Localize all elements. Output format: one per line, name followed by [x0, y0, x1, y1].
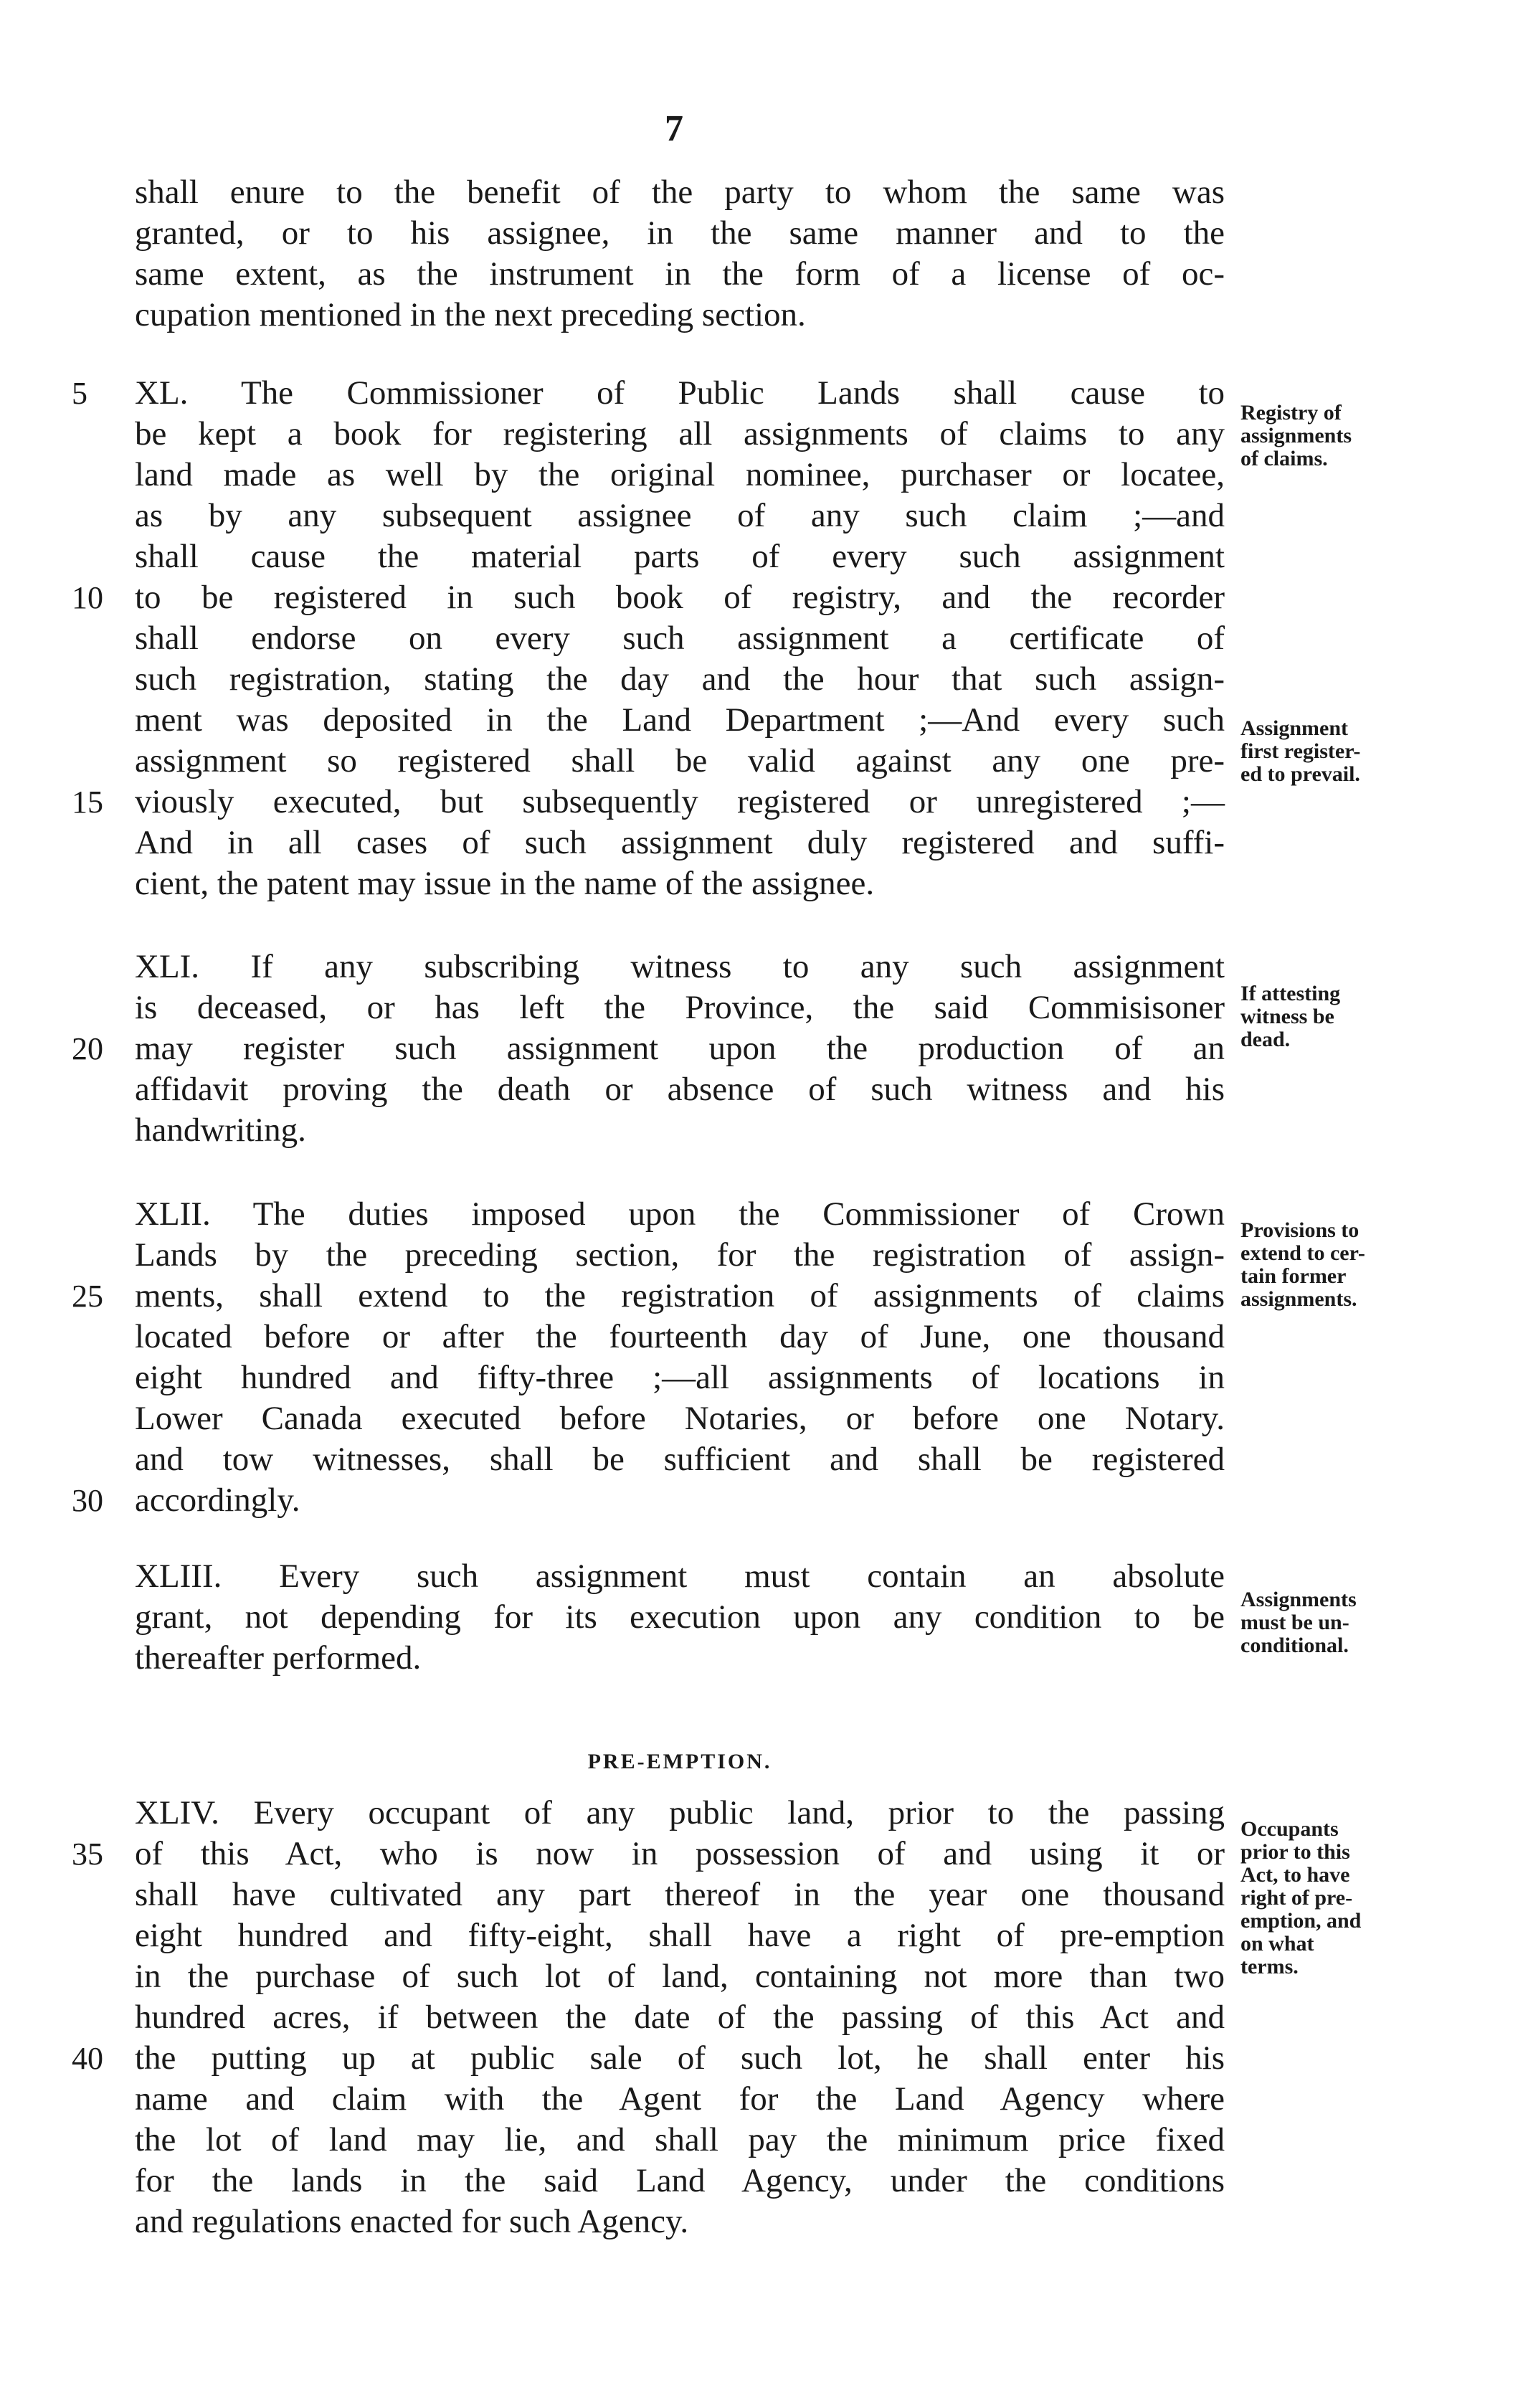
line-text: hundred acres, if between the date of the passing of this Act and [135, 1999, 1225, 2036]
line-text: land made as well by the original nominee, purchaser or locatee, [135, 456, 1225, 493]
text-line [135, 823, 1225, 863]
line-number: 40 [72, 2041, 103, 2076]
line-text: Lands by the preceding section, for the registration of assign- [135, 1236, 1225, 1274]
line-text: cient, the patent may issue in the name of the assignee. [135, 865, 875, 902]
paragraph [72, 947, 1225, 1151]
text-line [135, 2079, 1225, 2120]
text-line [135, 455, 1225, 496]
line-text: XLIII. Every such assignment must contain an absolute [135, 1558, 1225, 1595]
line-text: as by any subsequent assignee of any such claim ;—and [135, 497, 1225, 534]
line-text: and regulations enacted for such Agency. [135, 2203, 689, 2240]
margin-note-line: tain former [1240, 1264, 1347, 1288]
line-text: for the lands in the said Land Agency, under the conditions [135, 2162, 1225, 2199]
text-line [135, 1357, 1225, 1398]
line-text: cupation mentioned in the next preceding section. [135, 296, 806, 333]
margin-note-line: Occupants [1240, 1817, 1339, 1841]
text-line [135, 700, 1225, 741]
text-line [135, 1556, 1225, 1597]
line-text: assignment so registered shall be valid against any one pre- [135, 742, 1225, 779]
paragraph [72, 373, 1225, 904]
text-line [135, 1439, 1225, 1480]
text-line [135, 1874, 1225, 1915]
text-line [135, 1194, 1225, 1235]
line-text: is deceased, or has left the Province, the said Commisisoner [135, 989, 1225, 1026]
margin-note-line: on what [1240, 1932, 1314, 1956]
text-line [135, 741, 1225, 782]
margin-note-line: must be un- [1240, 1611, 1349, 1634]
margin-note-line: of claims. [1240, 447, 1328, 470]
margin-note-line: Assignment [1240, 716, 1349, 740]
margin-note-line: terms. [1240, 1955, 1299, 1978]
text-line [72, 2038, 1225, 2079]
text-line [72, 1480, 1225, 1521]
margin-note-line: ed to prevail. [1240, 762, 1360, 786]
line-number: 30 [72, 1483, 103, 1518]
line-text: eight hundred and fifty-three ;—all assignments of locations in [135, 1359, 1225, 1396]
line-text: the putting up at public sale of such lot, he shall enter his [135, 2039, 1225, 2077]
margin-note-line: conditional. [1240, 1634, 1349, 1657]
text-line [135, 172, 1225, 213]
margin-note-line: Registry of [1240, 401, 1342, 425]
margin-note [1240, 1588, 1456, 1657]
text-line [135, 1317, 1225, 1357]
margin-note-line: If attesting [1240, 982, 1341, 1005]
text-line [135, 414, 1225, 455]
line-text: affidavit proving the death or absence of such witness and his [135, 1071, 1225, 1108]
line-text: of this Act, who is now in possession of and using it or [135, 1835, 1225, 1872]
margin-note [1240, 982, 1456, 1051]
text-line [135, 947, 1225, 987]
text-line [135, 987, 1225, 1028]
margin-note-line: Assignments [1240, 1588, 1357, 1611]
text-line [135, 2201, 1225, 2242]
line-text: and tow witnesses, shall be sufficient and shall be registered [135, 1441, 1225, 1478]
margin-note-line: first register- [1240, 739, 1361, 763]
line-number: 25 [72, 1279, 103, 1314]
line-text: accordingly. [135, 1482, 300, 1519]
text-line [72, 1834, 1225, 1874]
line-text: name and claim with the Agent for the Land Agency where [135, 2080, 1225, 2118]
text-line [135, 2120, 1225, 2161]
line-text: may register such assignment upon the production of an [135, 1030, 1225, 1067]
line-text: viously executed, but subsequently registered or unregistered ;— [135, 783, 1225, 820]
text-line [135, 496, 1225, 536]
line-text: ment was deposited in the Land Department ;—And every such [135, 701, 1225, 739]
line-number: 5 [72, 376, 87, 411]
margin-note-line: assignments. [1240, 1287, 1357, 1311]
line-text: shall endorse on every such assignment a certificate of [135, 620, 1225, 657]
line-text: thereafter performed. [135, 1639, 422, 1677]
text-line [135, 1915, 1225, 1956]
margin-note-line: prior to this [1240, 1840, 1350, 1864]
line-text: to be registered in such book of registry, and the recorder [135, 579, 1225, 616]
text-line [135, 2161, 1225, 2201]
line-text: XLIV. Every occupant of any public land, prior to the passing [135, 1794, 1225, 1831]
margin-note-line: witness be [1240, 1005, 1334, 1028]
margin-note-line: emption, and [1240, 1909, 1362, 1933]
margin-note [1240, 1818, 1456, 1978]
line-text: Lower Canada executed before Notaries, or before one Notary. [135, 1400, 1225, 1437]
line-number: 15 [72, 785, 103, 820]
line-text: shall cause the material parts of every such assignment [135, 538, 1225, 575]
page-number: 7 [665, 108, 683, 149]
line-text: handwriting. [135, 1111, 306, 1149]
line-text: eight hundred and fifty-eight, shall have a right of pre-emption [135, 1917, 1225, 1954]
text-line [135, 1997, 1225, 2038]
line-text: ments, shall extend to the registration of assignments of claims [135, 1277, 1225, 1314]
margin-note [1240, 402, 1456, 470]
text-line [135, 213, 1225, 254]
line-text: such registration, stating the day and the hour that such assign- [135, 660, 1225, 698]
line-text: shall have cultivated any part thereof in the year one thousand [135, 1876, 1225, 1913]
text-line [135, 1398, 1225, 1439]
line-number: 10 [72, 580, 103, 615]
line-text: shall enure to the benefit of the party to whom the same was [135, 174, 1225, 211]
text-line [135, 1597, 1225, 1638]
line-text: the lot of land may lie, and shall pay the minimum price fixed [135, 2121, 1225, 2158]
margin-note [1240, 1219, 1456, 1311]
paragraph [72, 1793, 1225, 2242]
text-line [135, 1793, 1225, 1834]
line-text: be kept a book for registering all assignments of claims to any [135, 415, 1225, 452]
line-text: grant, not depending for its execution upon any condition to be [135, 1598, 1225, 1636]
section-heading: PRE-EMPTION. [587, 1750, 772, 1773]
paragraph [135, 1556, 1225, 1679]
line-number: 20 [72, 1031, 103, 1066]
text-line [135, 863, 1225, 904]
paragraph [135, 172, 1225, 336]
text-line [135, 295, 1225, 336]
line-number: 35 [72, 1836, 103, 1872]
text-line [135, 618, 1225, 659]
line-text: XL. The Commissioner of Public Lands shall cause to [135, 374, 1225, 412]
margin-note-line: Act, to have [1240, 1863, 1350, 1887]
margin-note-line: Provisions to [1240, 1218, 1360, 1242]
line-text: XLI. If any subscribing witness to any such assignment [135, 948, 1225, 985]
text-line [72, 1276, 1225, 1317]
line-text: same extent, as the instrument in the form of a license of oc- [135, 255, 1225, 293]
text-line [135, 1235, 1225, 1276]
margin-note-line: dead. [1240, 1028, 1291, 1051]
text-line [135, 1638, 1225, 1679]
text-line [135, 1110, 1225, 1151]
text-line [135, 254, 1225, 295]
line-text: XLII. The duties imposed upon the Commissioner of Crown [135, 1195, 1225, 1233]
text-line [72, 373, 1225, 414]
margin-note-line: right of pre- [1240, 1886, 1353, 1910]
line-text: And in all cases of such assignment duly registered and suffi- [135, 824, 1225, 861]
text-line [72, 1028, 1225, 1069]
text-line [72, 782, 1225, 823]
margin-note-line: extend to cer- [1240, 1241, 1365, 1265]
text-line [135, 1956, 1225, 1997]
line-text: in the purchase of such lot of land, containing not more than two [135, 1958, 1225, 1995]
text-line [135, 536, 1225, 577]
text-line [135, 659, 1225, 700]
line-text: located before or after the fourteenth day of June, one thousand [135, 1318, 1225, 1355]
text-line [72, 577, 1225, 618]
margin-note-line: assignments [1240, 424, 1352, 447]
margin-note [1240, 717, 1456, 786]
text-line [135, 1069, 1225, 1110]
line-text: granted, or to his assignee, in the same manner and to the [135, 214, 1225, 252]
paragraph [72, 1194, 1225, 1521]
